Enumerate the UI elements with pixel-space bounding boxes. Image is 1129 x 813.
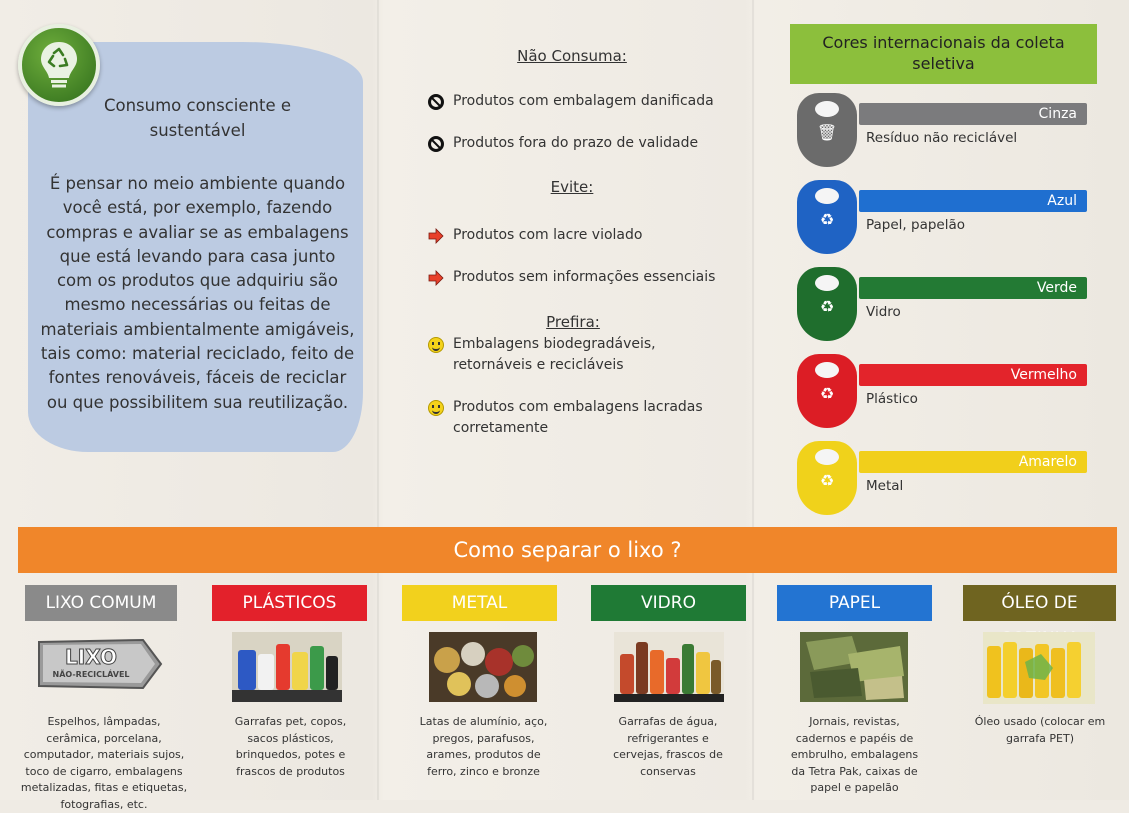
color-legend-title: Cores internacionais da coleta seletiva (790, 24, 1097, 84)
section-band: Como separar o lixo ? (18, 527, 1117, 573)
bin-lid (815, 449, 839, 465)
category-label-vidro: VIDRO (591, 585, 746, 621)
list-item (428, 267, 715, 288)
smiley-icon (428, 400, 444, 416)
bin-description: Resíduo não reciclável (866, 130, 1018, 146)
bin-lid (815, 101, 839, 117)
recycle-bulb-logo (18, 24, 100, 106)
color-bar-amarelo: Amarelo (859, 451, 1087, 473)
category-label-papel: PAPEL (777, 585, 932, 621)
fold-line-left (377, 0, 379, 800)
list-item (428, 334, 728, 376)
trash-icon: 🗑 (816, 122, 838, 142)
recycle-icon: ♻ (819, 470, 835, 490)
smiley-icon (428, 337, 444, 353)
bin-description: Plástico (866, 391, 918, 407)
plastics-photo (232, 632, 342, 702)
list-item (428, 91, 714, 112)
heading-prefira: Prefira: (546, 313, 600, 331)
glass-bottles-photo (614, 632, 724, 702)
prohibited-icon (428, 94, 444, 110)
color-bar-vermelho: Vermelho (859, 364, 1087, 386)
color-bar-cinza: Cinza (859, 103, 1087, 125)
list-item-text: Produtos sem informações essenciais (453, 269, 716, 285)
heading-evite: Evite: (550, 178, 594, 196)
category-label-plasticos: PLÁSTICOS (212, 585, 367, 621)
heading-nao-consuma: Não Consuma: (517, 47, 627, 65)
recycle-icon: ♻ (819, 296, 835, 316)
list-item-text: Embalagens biodegradáveis, retornáveis e recicláveis (453, 336, 656, 373)
bin-description: Papel, papelão (866, 217, 966, 233)
list-item (428, 225, 642, 246)
category-desc-metal: Latas de alumínio, aço, pregos, parafusos, arames, produtos de ferro, zinco e bronze (419, 715, 548, 778)
list-item-text: Produtos fora do prazo de validade (453, 135, 699, 151)
category-desc-lixo-comum: Espelhos, lâmpadas, cerâmica, porcelana, computador, materiais sujos, toco de cigarro, embalagens metalizadas, fitas e etiquetas, fotografias, etc. (20, 715, 188, 811)
sign-title: LIXO (65, 645, 117, 669)
category-desc-vidro: Garrafas de água, refrigerantes e cervejas, frascos de conservas (613, 715, 723, 778)
list-item-text: Produtos com embalagem danificada (453, 93, 714, 109)
arrow-right-icon (428, 228, 444, 244)
sign-subtitle: NÃO-RECICLÁVEL (52, 670, 130, 679)
cooking-oil-photo (983, 632, 1095, 704)
category-desc-oleo: Óleo usado (colocar em garrafa PET) (974, 715, 1106, 745)
panel-body-text: É pensar no meio ambiente quando você está, por exemplo, fazendo compras e avaliar se as embalagens que está levando para casa junto com os produtos que adquiriu são mesmo necessárias ou feitas de materiais ambientalmente amigáveis, tais como: material reciclado, feito de fontes renováveis, fáceis de reciclar ou que possibilitem sua reutilização. (40, 174, 355, 412)
bin-lid (815, 188, 839, 204)
bin-amarelo (797, 441, 857, 515)
category-label-lixo-comum: LIXO COMUM (25, 585, 177, 621)
category-desc-plasticos: Garrafas pet, copos, sacos plásticos, brinquedos, potes e frascos de produtos (234, 715, 347, 778)
metal-cans-photo (429, 632, 537, 702)
arrow-right-icon (428, 270, 444, 286)
bin-lid (815, 275, 839, 291)
paper-photo (800, 632, 908, 702)
category-label-metal: METAL (402, 585, 557, 621)
list-item (428, 133, 698, 154)
recycle-icon: ♻ (819, 209, 835, 229)
bin-cinza (797, 93, 857, 167)
bin-description: Vidro (866, 304, 901, 320)
list-item-text: Produtos com lacre violado (453, 227, 643, 243)
bin-lid (815, 362, 839, 378)
bin-vermelho (797, 354, 857, 428)
recycle-icon: ♻ (819, 383, 835, 403)
bin-azul (797, 180, 857, 254)
fold-line-right (752, 0, 754, 800)
bin-description: Metal (866, 478, 904, 494)
category-desc-papel: Jornais, revistas, cadernos e papéis de embrulho, embalagens da Tetra Pak, caixas de papel e papelão (790, 715, 919, 794)
prohibited-icon (428, 136, 444, 152)
color-bar-azul: Azul (859, 190, 1087, 212)
lightbulb-recycle-icon (32, 38, 86, 92)
bin-verde (797, 267, 857, 341)
color-bar-verde: Verde (859, 277, 1087, 299)
list-item (428, 397, 728, 439)
lixo-nao-reciclavel-sign (33, 632, 165, 694)
list-item-text: Produtos com embalagens lacradas corretamente (453, 399, 703, 436)
panel-title: Consumo consciente e sustentável (103, 96, 292, 140)
category-label-oleo: ÓLEO DE (963, 585, 1116, 621)
